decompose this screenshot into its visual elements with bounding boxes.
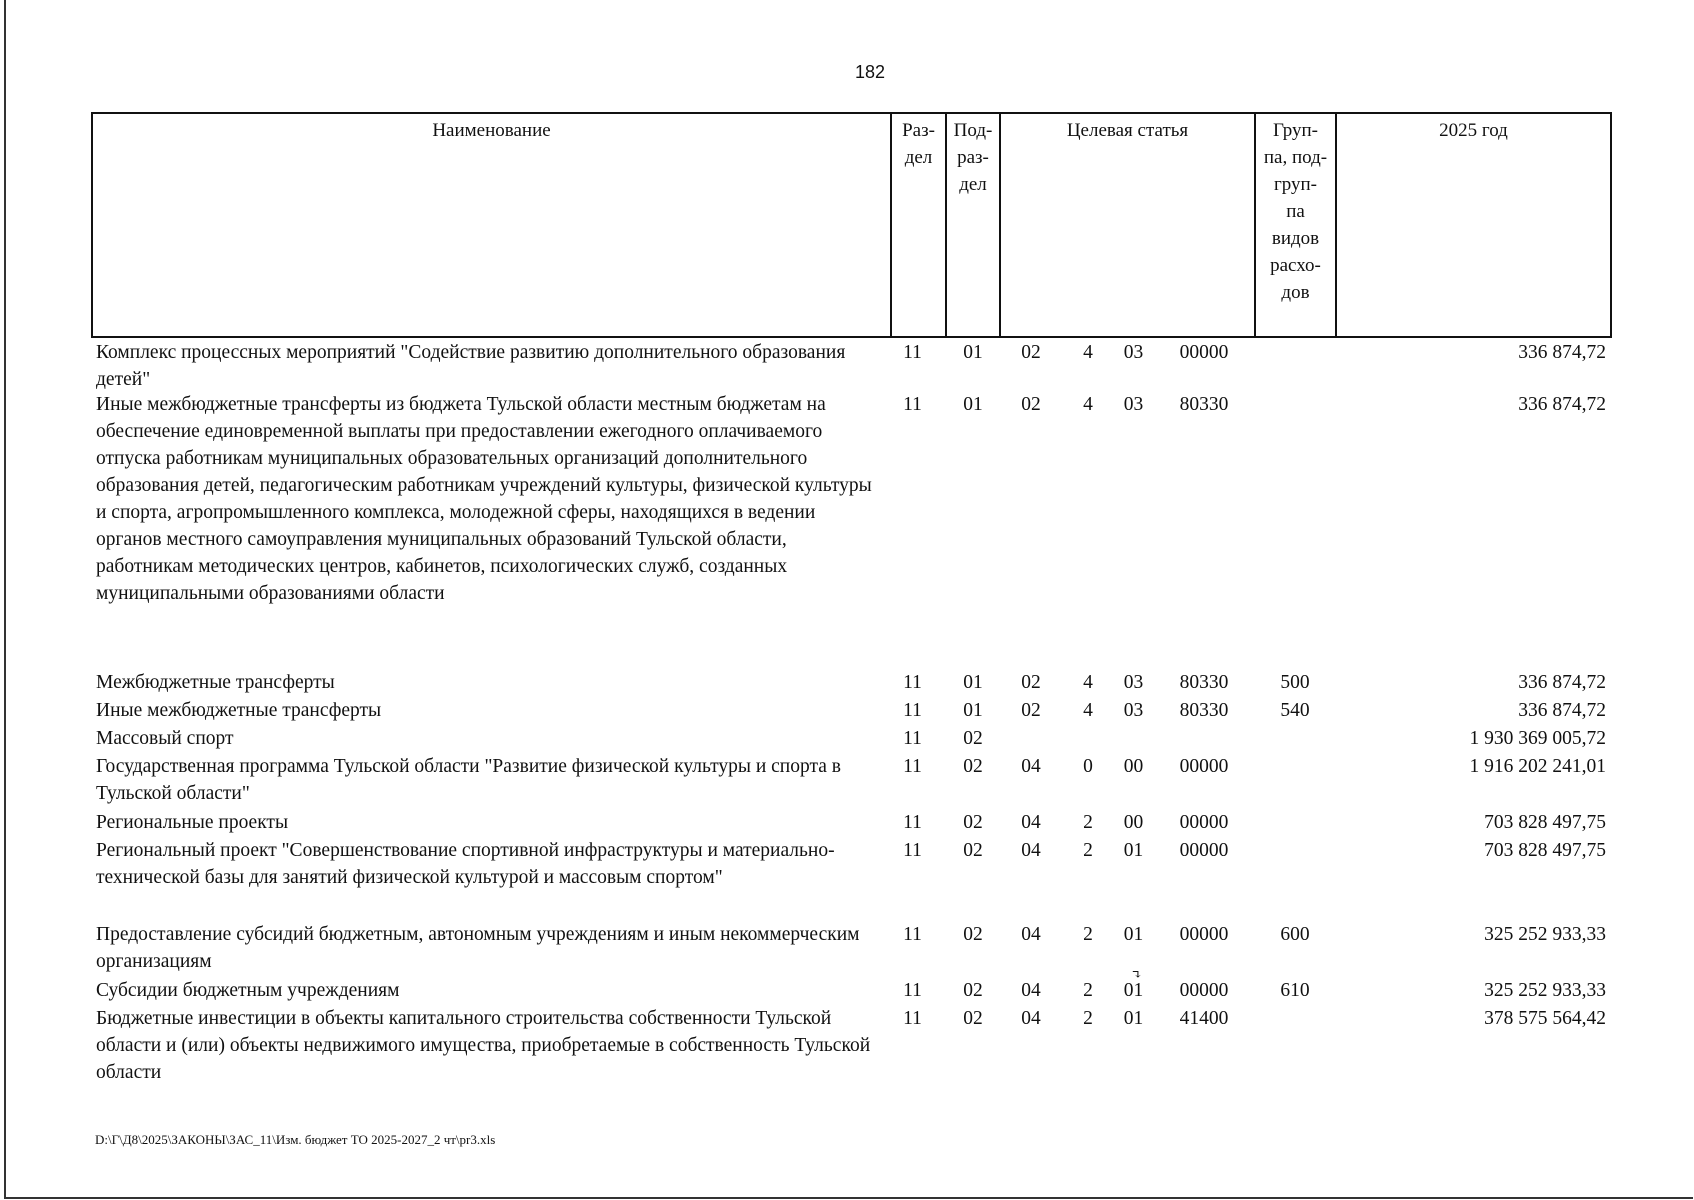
row-amount: 703 828 497,75 bbox=[1484, 812, 1606, 833]
row-amount: 1 930 369 005,72 bbox=[1469, 728, 1606, 749]
row-name: Комплекс процессных мероприятий "Содействие развитию дополнительного образования детей" bbox=[96, 342, 846, 390]
row-target-type: 2 bbox=[1083, 980, 1093, 1001]
row-target-direction: 00000 bbox=[1179, 840, 1229, 861]
row-target-direction: 80330 bbox=[1179, 394, 1229, 415]
header-expense-group: Груп- па, под- груп- па видов расхо- дов bbox=[1254, 114, 1335, 336]
row-target-type: 2 bbox=[1083, 1008, 1093, 1029]
row-target-main: 00 bbox=[1123, 812, 1144, 833]
row-target-main: 03 bbox=[1123, 672, 1144, 693]
row-name: Иные межбюджетные трансферты из бюджета Тульской области местным бюджетам на обеспечение единовременной выплаты при предоставлении ежегодного оплачиваемого отпуска работникам муниципальных образовательных организаций дополнительного образования детей, педагогическим работникам учреждений культуры, физической культуры и спорта, агропромышленного комплекса, молодежной сферы, находящихся в ведении органов местного самоуправления муниципальных образований Тульской области, работникам методических центров, кабинетов, психологических служб, созданных муниципальными образованиями области bbox=[96, 394, 872, 604]
row-target-type: 2 bbox=[1083, 840, 1093, 861]
table-row bbox=[91, 1005, 1612, 1089]
row-amount: 703 828 497,75 bbox=[1484, 840, 1606, 861]
row-expense-group: 500 bbox=[1280, 672, 1310, 693]
row-section: 11 bbox=[903, 342, 922, 363]
row-target-direction: 00000 bbox=[1179, 924, 1229, 945]
row-expense-group: 600 bbox=[1280, 924, 1310, 945]
row-target-main: 00 bbox=[1123, 756, 1144, 777]
row-section: 11 bbox=[903, 980, 922, 1001]
row-section: 11 bbox=[903, 812, 922, 833]
row-target-type: 4 bbox=[1083, 394, 1093, 415]
row-subsection: 02 bbox=[963, 924, 983, 945]
row-target-main: 01 bbox=[1123, 1008, 1144, 1029]
row-target-type: 4 bbox=[1083, 342, 1093, 363]
row-amount: 336 874,72 bbox=[1518, 394, 1606, 415]
table-row bbox=[91, 977, 1612, 1005]
table-row bbox=[91, 837, 1612, 921]
row-name: Региональные проекты bbox=[96, 812, 289, 833]
row-target-program: 04 bbox=[1021, 812, 1041, 833]
header-subsection: Под- раз- дел bbox=[945, 114, 999, 336]
table-row bbox=[91, 753, 1612, 809]
row-amount: 325 252 933,33 bbox=[1484, 924, 1606, 945]
row-subsection: 02 bbox=[963, 1008, 983, 1029]
row-target-program bbox=[1000, 725, 1062, 753]
row-expense-group bbox=[1255, 391, 1335, 669]
row-target-program: 02 bbox=[1021, 700, 1041, 721]
row-subsection: 02 bbox=[963, 812, 983, 833]
header-target-article: Целевая статья bbox=[999, 114, 1254, 336]
row-target-main bbox=[1114, 725, 1153, 753]
row-target-program: 04 bbox=[1021, 756, 1041, 777]
row-amount: 1 916 202 241,01 bbox=[1469, 756, 1606, 777]
row-amount: 336 874,72 bbox=[1518, 342, 1606, 363]
row-target-direction: 00000 bbox=[1179, 342, 1229, 363]
header-name: Наименование bbox=[432, 120, 551, 141]
row-section: 11 bbox=[903, 672, 922, 693]
row-expense-group: 610 bbox=[1280, 980, 1310, 1001]
row-name: Государственная программа Тульской области "Развитие физической культуры и спорта в Тульской области" bbox=[96, 756, 841, 804]
row-target-type: 4 bbox=[1083, 700, 1093, 721]
row-target-direction: 80330 bbox=[1179, 672, 1229, 693]
row-name: Предоставление субсидий бюджетным, автономным учреждениям и иным некоммерческим организациям bbox=[96, 924, 860, 972]
row-target-program: 04 bbox=[1021, 840, 1041, 861]
row-expense-group bbox=[1255, 753, 1335, 809]
row-subsection: 01 bbox=[963, 394, 983, 415]
row-name: Массовый спорт bbox=[96, 728, 234, 749]
row-target-direction: 00000 bbox=[1179, 980, 1229, 1001]
row-expense-group bbox=[1255, 1005, 1335, 1089]
row-section: 11 bbox=[903, 700, 922, 721]
row-subsection: 01 bbox=[963, 342, 983, 363]
row-expense-group bbox=[1255, 725, 1335, 753]
row-target-direction: 41400 bbox=[1179, 1008, 1229, 1029]
table-header bbox=[91, 112, 1612, 338]
table-row bbox=[91, 391, 1612, 669]
table-row bbox=[91, 339, 1612, 391]
row-expense-group: 540 bbox=[1280, 700, 1310, 721]
table-row bbox=[91, 725, 1612, 753]
row-target-main: 01 bbox=[1123, 840, 1144, 861]
row-target-type: 2 bbox=[1083, 924, 1093, 945]
row-name: Межбюджетные трансферты bbox=[96, 672, 335, 693]
header-section: Раз- дел bbox=[890, 114, 945, 336]
scan-mark: ↴ bbox=[1131, 967, 1142, 982]
table-row bbox=[91, 809, 1612, 837]
row-target-program: 04 bbox=[1021, 980, 1041, 1001]
row-target-main: 01 bbox=[1123, 924, 1144, 945]
row-target-program: 02 bbox=[1021, 342, 1041, 363]
row-subsection: 01 bbox=[963, 672, 983, 693]
row-target-direction bbox=[1153, 725, 1255, 753]
row-target-main: 03 bbox=[1123, 342, 1144, 363]
row-subsection: 01 bbox=[963, 700, 983, 721]
row-section: 11 bbox=[903, 924, 922, 945]
row-section: 11 bbox=[903, 1008, 922, 1029]
row-name: Иные межбюджетные трансферты bbox=[96, 700, 382, 721]
row-amount: 336 874,72 bbox=[1518, 700, 1606, 721]
row-target-type: 2 bbox=[1083, 812, 1093, 833]
row-expense-group bbox=[1255, 339, 1335, 391]
row-target-main: 03 bbox=[1123, 700, 1144, 721]
row-name: Бюджетные инвестиции в объекты капитального строительства собственности Тульской области и (или) объекты недвижимого имущества, приобретаемые в собственность Тульской области bbox=[96, 1008, 871, 1083]
page-number: 182 bbox=[854, 62, 886, 82]
row-target-main: 03 bbox=[1123, 394, 1144, 415]
row-section: 11 bbox=[903, 840, 922, 861]
header-year: 2025 год bbox=[1335, 114, 1610, 336]
row-subsection: 02 bbox=[963, 756, 983, 777]
row-target-direction: 80330 bbox=[1179, 700, 1229, 721]
row-target-program: 02 bbox=[1021, 672, 1041, 693]
row-section: 11 bbox=[903, 394, 922, 415]
row-target-type bbox=[1062, 725, 1114, 753]
row-name: Субсидии бюджетным учреждениям bbox=[96, 980, 400, 1001]
row-amount: 378 575 564,42 bbox=[1484, 1008, 1606, 1029]
row-section: 11 bbox=[903, 756, 922, 777]
table-body bbox=[91, 339, 1612, 1089]
row-expense-group bbox=[1255, 809, 1335, 837]
table-row bbox=[91, 921, 1612, 977]
row-target-main: 01 bbox=[1123, 980, 1144, 1001]
row-section: 11 bbox=[903, 728, 922, 749]
row-target-program: 02 bbox=[1021, 394, 1041, 415]
row-target-program: 04 bbox=[1021, 1008, 1041, 1029]
row-target-direction: 00000 bbox=[1179, 812, 1229, 833]
row-amount: 325 252 933,33 bbox=[1484, 980, 1606, 1001]
file-path-footer: D:\Г\Д8\2025\ЗАКОНЫ\ЗАС_11\Изм. бюджет ТО 2025-2027_2 чт\pr3.xls bbox=[95, 1132, 496, 1147]
row-subsection: 02 bbox=[963, 980, 983, 1001]
row-target-program: 04 bbox=[1021, 924, 1041, 945]
row-amount: 336 874,72 bbox=[1518, 672, 1606, 693]
row-subsection: 02 bbox=[963, 840, 983, 861]
row-name: Региональный проект "Совершенствование спортивной инфраструктуры и материально-технической базы для занятий физической культурой и массовым спортом" bbox=[96, 840, 835, 888]
row-subsection: 02 bbox=[963, 728, 983, 749]
table-row bbox=[91, 669, 1612, 697]
table-row bbox=[91, 697, 1612, 725]
row-target-type: 4 bbox=[1083, 672, 1093, 693]
row-expense-group bbox=[1255, 837, 1335, 921]
row-target-direction: 00000 bbox=[1179, 756, 1229, 777]
row-target-type: 0 bbox=[1083, 756, 1093, 777]
